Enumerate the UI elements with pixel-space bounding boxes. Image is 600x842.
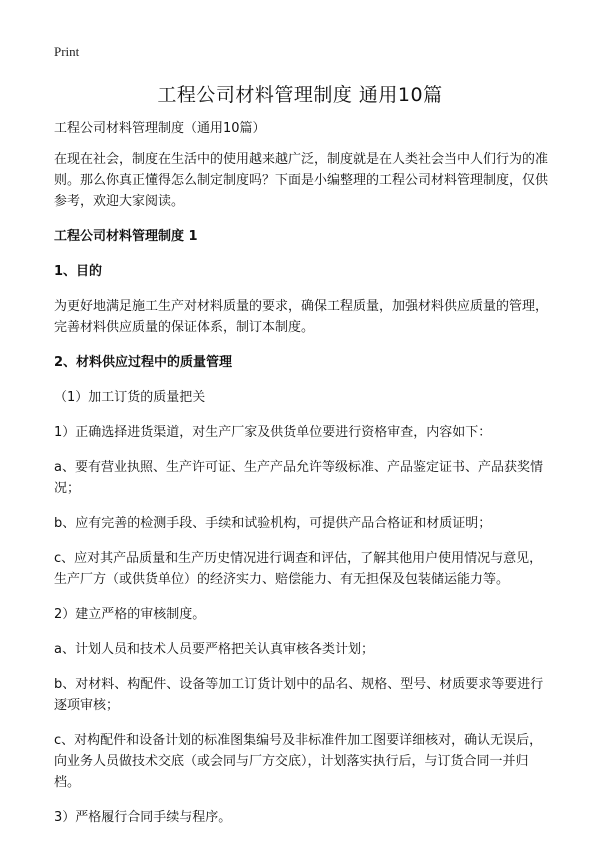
paragraph-item-1b: b、应有完善的检测手段、手续和试验机构，可提供产品合格证和材质证明； [54,516,492,531]
paragraph-subsection: （1）加工订货的质量把关 [54,390,206,405]
heading-purpose: 1、目的 [54,264,103,279]
section-title: 工程公司材料管理制度 1 [54,229,198,244]
paragraph-item-2: 2）建立严格的审核制度。 [54,607,206,622]
paragraph-item-1: 1）正确选择进货渠道，对生产厂家及供货单位要进行资格审查，内容如下： [54,425,492,440]
paragraph-item-2a: a、计划人员和技术人员要严格把关认真审核各类计划； [54,642,374,657]
paragraph-item-1a: a、要有营业执照、生产许可证、生产产品允许等级标准、产品鉴定证书、产品获奖情况； [54,460,543,496]
intro-paragraph: 在现在社会，制度在生活中的使用越来越广泛，制度就是在人类社会当中人们行为的准则。那么你真正懂得怎么制定制度吗？下面是小编整理的工程公司材料管理制度，仅供参考，欢迎大家阅读。 [54,152,549,209]
paragraph-item-1c: c、应对其产品质量和生产历史情况进行调查和评估，了解其他用户使用情况与意见，生产厂方（或供货单位）的经济实力、赔偿能力、有无担保及包装储运能力等。 [54,551,543,587]
paragraph-item-2b: b、对材料、构配件、设备等加工订货计划中的品名、规格、型号、材质要求等要进行逐项审核； [54,677,544,713]
paragraph-item-2c: c、对构配件和设备计划的标准图集编号及非标准件加工图要详细核对，确认无误后，向业务人员做技术交底（或会同与厂方交底），计划落实执行后，与订货合同一并归档。 [54,733,543,790]
paragraph-item-3: 3）严格履行合同手续与程序。 [54,810,232,825]
document-body [54,118,550,842]
print-label[interactable]: Print [54,44,80,59]
paragraph-purpose: 为更好地满足施工生产对材料质量的要求，确保工程质量，加强材料供应质量的管理，完善材料供应质量的保证体系，制订本制度。 [54,299,549,335]
document-title: 工程公司材料管理制度 通用10篇 [157,84,443,106]
document-subtitle: 工程公司材料管理制度（通用10篇） [54,121,266,136]
heading-quality-management: 2、材料供应过程中的质量管理 [54,355,233,370]
